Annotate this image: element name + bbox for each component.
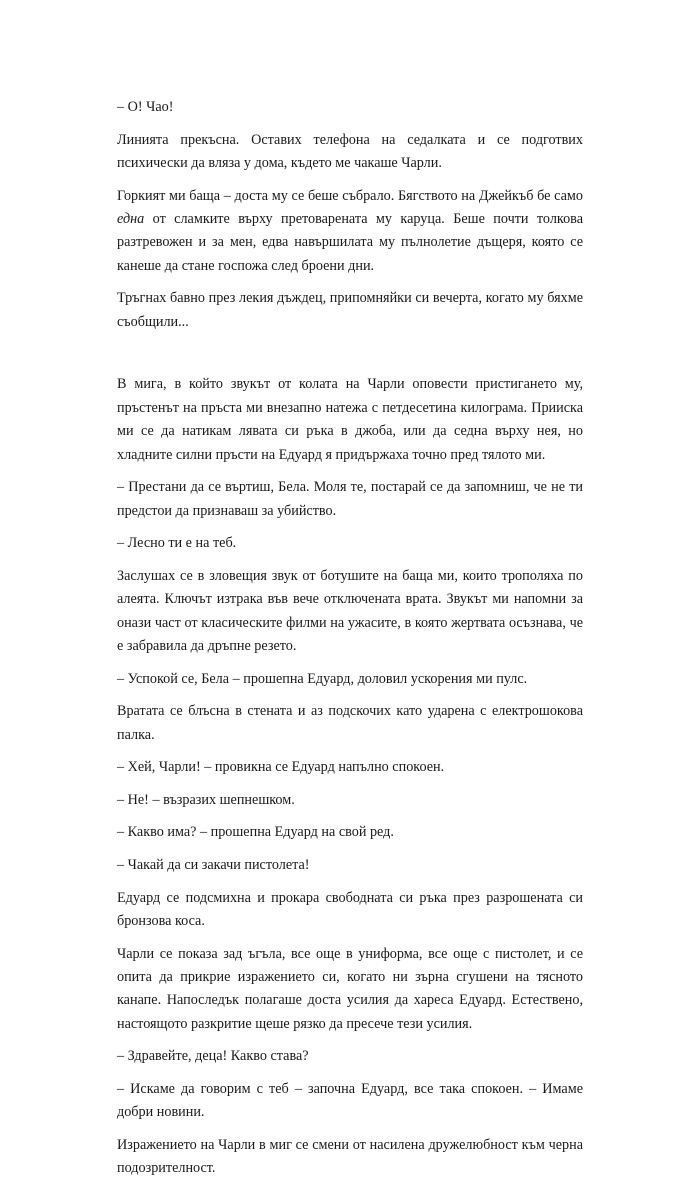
paragraph-12: – Не! – възразих шепнешком. [117,791,295,808]
paragraph-3 [117,185,583,279]
section-break [117,343,583,373]
paragraph-9: – Успокой се, Бела – прошепна Едуард, доловил ускорения ми пулс. [117,670,528,687]
paragraph-15: Едуард се подсмихна и прокара свободната си ръка през разрошената си бронзова коса. [117,889,583,929]
paragraph-10: Вратата се блъсна в стената и аз подскочих като ударена с електрошокова палка. [117,703,583,743]
paragraph-3-after: от сламките върху претоварената му каруца. Беше почти толкова разтревожен и за мен, едва навършилата му пълнолетие дъщеря, която се канеше да стане госпожа след броени дни. [117,211,583,274]
paragraph-14: – Чакай да си закачи пистолета! [117,857,310,873]
paragraph-3-before: Горкият ми баща – доста му се беше събрало. Бягството на Джейкъб бе само [117,187,583,204]
paragraph-19: Изражението на Чарли в миг се смени от насилена дружелюбност към черна подозрителност. [117,1137,583,1177]
emphasis-word: една [117,211,145,227]
paragraph-17: – Здравейте, деца! Какво става? [117,1048,309,1065]
paragraph-8: Заслушах се в зловещия звук от ботушите на баща ми, които трополяха по алеята. Ключът изтрака във вече отключената врата. Звукът ми напомни за онази част от класическите филми на ужасите, в която жертвата осъзнава, че е забравила да дръпне резето. [117,567,583,655]
paragraph-6: – Престани да се въртиш, Бела. Моля те, постарай се да запомниш, че не ти предстои да признаваш за убийство. [117,479,583,519]
paragraph-16: Чарли се показа зад ъгъла, все още в униформа, все още с пистолет, и се опита да прикрие изражението си, когато ни зърна сгушени на тясното канапе. Напоследък полагаше доста усилия да хареса Едуард. Естествено, настоящото разкритие щеше рязко да пресече тези усилия. [117,945,583,1032]
paragraph-18: – Искаме да говорим с теб – започна Едуард, все така спокоен. – Имаме добри новини. [117,1081,583,1121]
paragraph-1: – О! Чао! [117,99,174,115]
paragraph-5: В мига, в който звукът от колата на Чарли оповести пристигането му, пръстенът на пръста ми внезапно натежа с петдесетина килограма. Прииска ми се да натикам лявата си ръка в джоба, или да седна върху нея, но хладните силни пръсти на Едуард я придържаха точно пред тялото ми. [117,376,583,463]
document-page [117,96,583,1190]
paragraph-4: Тръгнах бавно през лекия дъждец, припомняйки си вечерта, когато му бяхме съобщили... [117,290,583,330]
paragraph-13: – Какво има? – прошепна Едуард на свой ред. [117,824,394,841]
paragraph-7: – Лесно ти е на теб. [117,535,237,552]
paragraph-2: Линията прекъсна. Оставих телефона на седалката и се подготвих психически да вляза у дома, където ме чакаше Чарли. [117,131,583,171]
paragraph-11: – Хей, Чарли! – провикна се Едуард напълно спокоен. [117,759,445,776]
